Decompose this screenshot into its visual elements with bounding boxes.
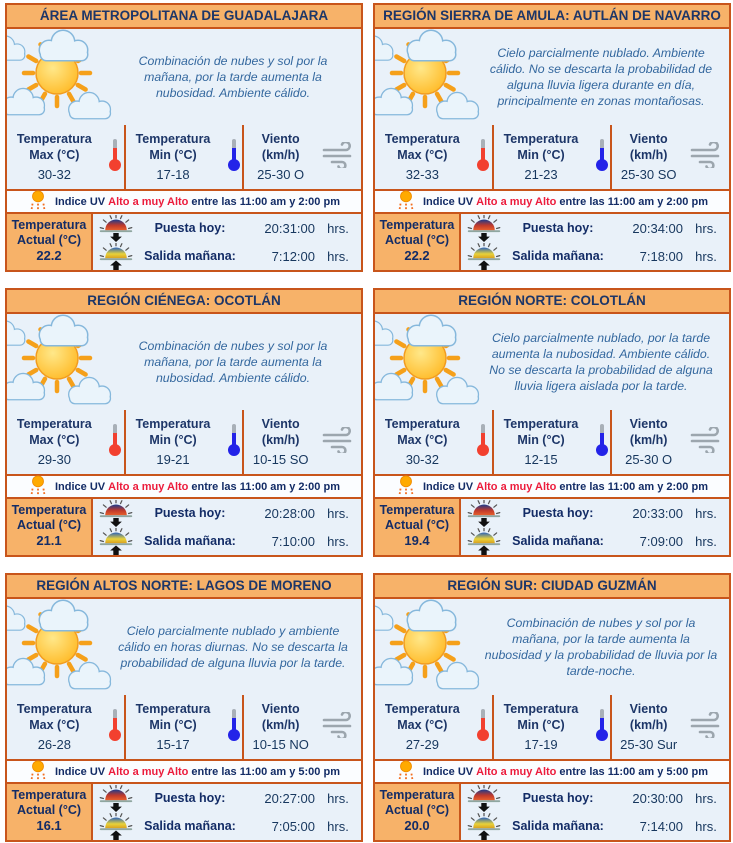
min-thermometer-icon (595, 423, 609, 462)
temp-max-value: 32-33 (405, 166, 439, 182)
temp-max-cell (375, 125, 492, 189)
sunrise-hrs-unit: hrs. (327, 248, 349, 264)
region-panel (373, 573, 731, 842)
uv-alert-level: Alto a muy Alto (108, 480, 189, 493)
sun-clouds-icon (375, 599, 481, 695)
uv-schedule: entre las 11:00 am y 2:00 pm (191, 480, 340, 493)
wind-label: Viento (km/h) (261, 417, 300, 447)
temp-actual-label: Temperatura Actual (°C) (11, 788, 87, 817)
sunset-icon (461, 500, 507, 527)
sunset-time: 20:28:00 (264, 505, 315, 521)
temp-actual-cell (375, 784, 461, 840)
sun-clouds-icon (7, 314, 113, 410)
temp-min-cell (492, 410, 611, 474)
temp-min-label: Temperatura Min (°C) (135, 417, 211, 447)
uv-text (423, 196, 708, 208)
sunset-hrs-unit: hrs. (695, 790, 717, 806)
sunrise-icon (93, 243, 139, 270)
temp-min-label: Temperatura Min (°C) (503, 132, 579, 162)
temperature-row (375, 695, 729, 759)
sunset-time: 20:27:00 (264, 790, 315, 806)
wind-cell (242, 410, 361, 474)
sunset-label: Puesta hoy: (522, 506, 594, 520)
uv-index-row (375, 759, 729, 784)
sunset-hrs-unit: hrs. (327, 220, 349, 236)
sunset-time: 20:33:00 (632, 505, 683, 521)
temperature-row (7, 125, 361, 189)
sunset-label: Puesta hoy: (154, 791, 226, 805)
sunrise-row (461, 812, 729, 840)
sunrise-row (461, 242, 729, 270)
wind-icon (320, 712, 356, 743)
sunrise-icon (461, 243, 507, 270)
wind-value: 25-30 SO (620, 166, 677, 182)
temp-min-cell (492, 695, 611, 759)
uv-prefix: Indice UV (55, 480, 106, 493)
sunrise-label: Salida mañana: (144, 819, 236, 833)
sunrise-label: Salida mañana: (144, 534, 236, 548)
min-thermometer-icon (227, 138, 241, 177)
sunrise-time: 7:18:00 (639, 248, 683, 264)
sunrise-hrs-unit: hrs. (327, 818, 349, 834)
temp-max-label: Temperatura Max (°C) (16, 132, 92, 162)
sun-clouds-icon (7, 29, 113, 125)
uv-index-row (375, 189, 729, 214)
sunset-hrs-unit: hrs. (695, 505, 717, 521)
temp-max-label: Temperatura Max (°C) (16, 417, 92, 447)
uv-schedule: entre las 11:00 am y 5:00 pm (191, 765, 340, 778)
sunrise-row (93, 812, 361, 840)
sun-times (461, 214, 729, 270)
current-conditions-row (7, 214, 361, 270)
sunset-label: Puesta hoy: (522, 221, 594, 235)
uv-alert-level: Alto a muy Alto (476, 195, 557, 208)
temp-max-label: Temperatura Max (°C) (384, 417, 460, 447)
uv-schedule: entre las 11:00 am y 5:00 pm (559, 765, 708, 778)
temp-min-value: 12-15 (524, 451, 558, 467)
wind-icon (688, 712, 724, 743)
sun-clouds-icon (375, 314, 481, 410)
sunset-row (93, 214, 361, 242)
temp-min-label: Temperatura Min (°C) (135, 132, 211, 162)
max-thermometer-icon (476, 423, 490, 462)
temp-max-cell (7, 125, 124, 189)
sun-times (461, 499, 729, 555)
temp-max-value: 29-30 (37, 451, 71, 467)
wind-label: Viento (km/h) (629, 702, 668, 732)
current-conditions-row (7, 499, 361, 555)
sunrise-label: Salida mañana: (144, 249, 236, 263)
wind-label: Viento (km/h) (629, 417, 668, 447)
temp-min-value: 19-21 (156, 451, 190, 467)
sunrise-row (461, 527, 729, 555)
wind-cell (610, 125, 729, 189)
sunrise-hrs-unit: hrs. (695, 533, 717, 549)
sunset-time: 20:31:00 (264, 220, 315, 236)
uv-text (423, 766, 708, 778)
region-title: REGIÓN NORTE: COLOTLÁN (375, 290, 729, 314)
sunrise-time: 7:05:00 (271, 818, 315, 834)
uv-index-row (375, 474, 729, 499)
sunset-label: Puesta hoy: (154, 506, 226, 520)
sunset-time: 20:34:00 (632, 220, 683, 236)
temp-max-cell (375, 695, 492, 759)
wind-cell (242, 695, 361, 759)
uv-index-row (7, 759, 361, 784)
max-thermometer-icon (476, 708, 490, 747)
forecast-description: Cielo parcialmente nublado. Ambiente cálido. No se descarta la probabilidad de alguna lluvia ligera durante en día, principalmente en zonas montañosas. (489, 45, 713, 109)
temp-actual-value: 22.2 (36, 248, 62, 263)
temp-min-value: 17-19 (524, 736, 558, 752)
temperature-row (375, 410, 729, 474)
wind-icon (688, 427, 724, 458)
temp-min-label: Temperatura Min (°C) (135, 702, 211, 732)
temp-actual-cell (7, 499, 93, 555)
uv-prefix: Indice UV (55, 195, 106, 208)
temp-actual-label: Temperatura Actual (°C) (379, 788, 455, 817)
uv-text (55, 481, 340, 493)
sunset-row (93, 499, 361, 527)
sunrise-time: 7:09:00 (639, 533, 683, 549)
region-title: REGIÓN CIÉNEGA: OCOTLÁN (7, 290, 361, 314)
uv-sun-icon (396, 190, 416, 213)
temp-max-value: 30-32 (405, 451, 439, 467)
sunrise-time: 7:12:00 (271, 248, 315, 264)
wind-label: Viento (km/h) (261, 702, 300, 732)
forecast-description: Cielo parcialmente nublado y ambiente cálido en horas diurnas. No se descarta la probabilidad de alguna lluvia por la tarde. (118, 623, 348, 671)
wind-value: 10-15 SO (252, 451, 309, 467)
temperature-row (375, 125, 729, 189)
sunrise-icon (93, 813, 139, 840)
temp-max-cell (7, 410, 124, 474)
sunrise-hrs-unit: hrs. (695, 248, 717, 264)
sun-clouds-icon (375, 29, 481, 125)
forecast-description: Combinación de nubes y sol por la mañana, por la tarde aumenta la nubosidad. Ambiente cálido. (138, 338, 328, 386)
uv-alert-level: Alto a muy Alto (476, 480, 557, 493)
sunset-icon (461, 215, 507, 242)
sunrise-icon (461, 528, 507, 555)
temp-actual-cell (375, 499, 461, 555)
sunrise-label: Salida mañana: (512, 819, 604, 833)
sun-times (93, 784, 361, 840)
temp-min-cell (124, 695, 243, 759)
sunrise-row (93, 527, 361, 555)
temp-actual-label: Temperatura Actual (°C) (11, 218, 87, 247)
forecast-section (375, 314, 729, 410)
temp-max-value: 26-28 (37, 736, 71, 752)
uv-text (423, 481, 708, 493)
uv-prefix: Indice UV (423, 480, 474, 493)
temp-max-cell (375, 410, 492, 474)
wind-label: Viento (km/h) (629, 132, 668, 162)
temp-actual-value: 19.4 (404, 533, 430, 548)
region-panel (5, 573, 363, 842)
uv-sun-icon (28, 190, 48, 213)
min-thermometer-icon (595, 708, 609, 747)
sunset-icon (93, 500, 139, 527)
temp-min-label: Temperatura Min (°C) (503, 702, 579, 732)
wind-value: 25-30 Sur (620, 736, 678, 752)
wind-cell (610, 695, 729, 759)
uv-sun-icon (396, 475, 416, 498)
uv-sun-icon (28, 760, 48, 783)
uv-alert-level: Alto a muy Alto (108, 765, 189, 778)
temp-max-label: Temperatura Max (°C) (16, 702, 92, 732)
uv-prefix: Indice UV (423, 765, 474, 778)
region-title: REGIÓN SIERRA DE AMULA: AUTLÁN DE NAVARRO (375, 5, 729, 29)
temp-min-value: 17-18 (156, 166, 190, 182)
temp-actual-label: Temperatura Actual (°C) (379, 503, 455, 532)
region-title: REGIÓN ALTOS NORTE: LAGOS DE MORENO (7, 575, 361, 599)
sunset-hrs-unit: hrs. (695, 220, 717, 236)
sunrise-icon (93, 528, 139, 555)
current-conditions-row (375, 499, 729, 555)
sunset-label: Puesta hoy: (154, 221, 226, 235)
temperature-row (7, 695, 361, 759)
wind-cell (610, 410, 729, 474)
temp-max-value: 27-29 (405, 736, 439, 752)
uv-index-row (7, 189, 361, 214)
region-panel (5, 288, 363, 557)
min-thermometer-icon (227, 423, 241, 462)
temp-max-label: Temperatura Max (°C) (384, 702, 460, 732)
wind-icon (688, 142, 724, 173)
min-thermometer-icon (227, 708, 241, 747)
sunset-icon (93, 215, 139, 242)
sunrise-time: 7:14:00 (639, 818, 683, 834)
sun-times (93, 214, 361, 270)
uv-text (55, 766, 340, 778)
sunset-row (461, 214, 729, 242)
sunset-row (93, 784, 361, 812)
max-thermometer-icon (476, 138, 490, 177)
forecast-section (7, 29, 361, 125)
current-conditions-row (7, 784, 361, 840)
sunset-hrs-unit: hrs. (327, 505, 349, 521)
sunrise-label: Salida mañana: (512, 249, 604, 263)
uv-prefix: Indice UV (423, 195, 474, 208)
sunrise-time: 7:10:00 (271, 533, 315, 549)
uv-sun-icon (396, 760, 416, 783)
sunset-row (461, 499, 729, 527)
temp-actual-value: 20.0 (404, 818, 430, 833)
temp-actual-value: 16.1 (36, 818, 62, 833)
sunset-time: 20:30:00 (632, 790, 683, 806)
max-thermometer-icon (108, 708, 122, 747)
uv-sun-icon (28, 475, 48, 498)
temp-min-label: Temperatura Min (°C) (503, 417, 579, 447)
forecast-section (7, 599, 361, 695)
sun-times (461, 784, 729, 840)
uv-index-row (7, 474, 361, 499)
sunset-row (461, 784, 729, 812)
temp-min-cell (492, 125, 611, 189)
forecast-section (7, 314, 361, 410)
forecast-section (375, 599, 729, 695)
sunrise-icon (461, 813, 507, 840)
sun-times (93, 499, 361, 555)
region-title: ÁREA METROPOLITANA DE GUADALAJARA (7, 5, 361, 29)
temp-max-cell (7, 695, 124, 759)
max-thermometer-icon (108, 138, 122, 177)
sunrise-hrs-unit: hrs. (327, 533, 349, 549)
uv-alert-level: Alto a muy Alto (476, 765, 557, 778)
forecast-section (375, 29, 729, 125)
current-conditions-row (375, 214, 729, 270)
forecast-description: Combinación de nubes y sol por la mañana, por la tarde aumenta la nubosidad. Ambiente cálido. (138, 53, 328, 101)
sunrise-row (93, 242, 361, 270)
sun-clouds-icon (7, 599, 113, 695)
temp-actual-label: Temperatura Actual (°C) (11, 503, 87, 532)
temp-min-value: 21-23 (524, 166, 558, 182)
sunset-icon (93, 785, 139, 812)
forecast-description: Combinación de nubes y sol por la mañana, por la tarde aumenta la nubosidad y la probabilidad de lluvia por la tarde-noche. (484, 615, 718, 679)
region-panel (373, 288, 731, 557)
temp-actual-label: Temperatura Actual (°C) (379, 218, 455, 247)
temp-actual-value: 22.2 (404, 248, 430, 263)
wind-value: 25-30 O (257, 166, 305, 182)
uv-prefix: Indice UV (55, 765, 106, 778)
wind-icon (320, 142, 356, 173)
uv-schedule: entre las 11:00 am y 2:00 pm (191, 195, 340, 208)
uv-alert-level: Alto a muy Alto (108, 195, 189, 208)
temp-min-cell (124, 125, 243, 189)
temp-actual-cell (7, 214, 93, 270)
uv-schedule: entre las 11:00 am y 2:00 pm (559, 480, 708, 493)
sunset-label: Puesta hoy: (522, 791, 594, 805)
region-title: REGIÓN SUR: CIUDAD GUZMÁN (375, 575, 729, 599)
temperature-row (7, 410, 361, 474)
wind-value: 25-30 O (625, 451, 673, 467)
temp-actual-cell (7, 784, 93, 840)
sunset-icon (461, 785, 507, 812)
temp-min-value: 15-17 (156, 736, 190, 752)
sunset-hrs-unit: hrs. (327, 790, 349, 806)
sunrise-hrs-unit: hrs. (695, 818, 717, 834)
wind-value: 10-15 NO (252, 736, 309, 752)
sunrise-label: Salida mañana: (512, 534, 604, 548)
uv-text (55, 196, 340, 208)
region-panel (373, 3, 731, 272)
temp-max-label: Temperatura Max (°C) (384, 132, 460, 162)
uv-schedule: entre las 11:00 am y 2:00 pm (559, 195, 708, 208)
temp-max-value: 30-32 (37, 166, 71, 182)
temp-actual-cell (375, 214, 461, 270)
max-thermometer-icon (108, 423, 122, 462)
min-thermometer-icon (595, 138, 609, 177)
temp-actual-value: 21.1 (36, 533, 62, 548)
forecast-description: Cielo parcialmente nublado, por la tarde aumenta la nubosidad. Ambiente cálido. No se descarta la probabilidad de alguna lluvia ligera aislada por la tarde. (489, 330, 713, 394)
wind-icon (320, 427, 356, 458)
current-conditions-row (375, 784, 729, 840)
wind-label: Viento (km/h) (261, 132, 300, 162)
temp-min-cell (124, 410, 243, 474)
region-panel (5, 3, 363, 272)
wind-cell (242, 125, 361, 189)
